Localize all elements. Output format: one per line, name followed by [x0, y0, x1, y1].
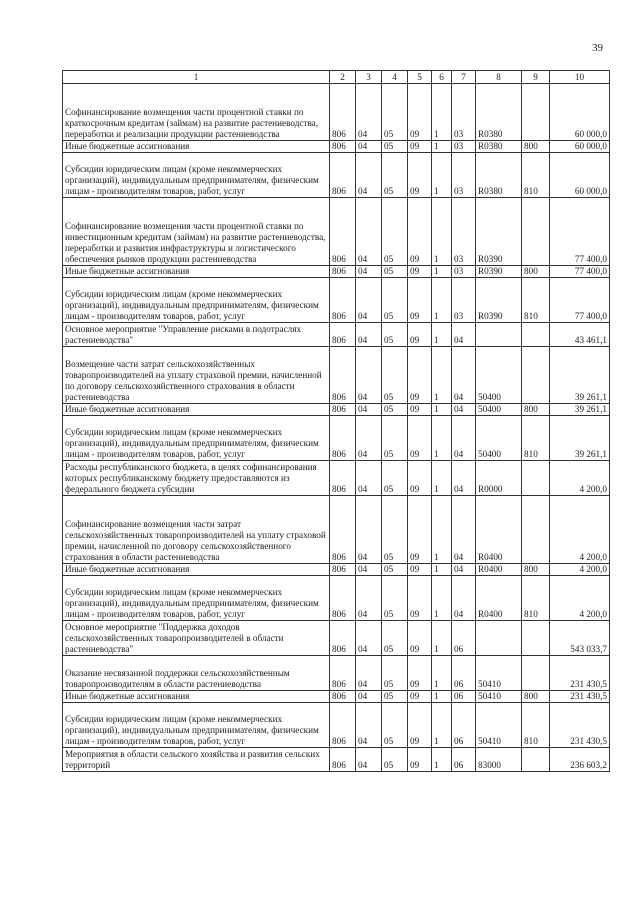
- row-name-cell: Софинансирование возмещения части процентной ставки по инвестиционным кредитам (займам) на развитие растениеводства, переработки и развития инфраструктуры и логистического обеспечения рынков продукции растениеводства: [63, 198, 330, 266]
- code-cell: 806: [330, 198, 356, 266]
- code-cell: 04: [356, 278, 382, 323]
- table-row: [63, 703, 610, 748]
- column-header: 4: [382, 71, 408, 84]
- code-cell: 03: [452, 153, 476, 198]
- code-cell: 09: [408, 404, 432, 416]
- code-cell: R0400: [476, 496, 522, 564]
- code-cell: R0380: [476, 84, 522, 141]
- code-cell: 1: [432, 564, 452, 576]
- amount-cell: 231 430,5: [550, 656, 610, 691]
- amount-cell: 231 430,5: [550, 691, 610, 703]
- column-header: 8: [476, 71, 522, 84]
- code-cell: 50400: [476, 404, 522, 416]
- code-cell: 09: [408, 416, 432, 461]
- code-cell: 04: [452, 416, 476, 461]
- code-cell: 05: [382, 461, 408, 496]
- code-cell: 1: [432, 416, 452, 461]
- code-cell: 04: [356, 576, 382, 621]
- code-cell: 806: [330, 656, 356, 691]
- code-cell: 1: [432, 691, 452, 703]
- amount-cell: 4 200,0: [550, 496, 610, 564]
- code-cell: R0380: [476, 153, 522, 198]
- code-cell: 806: [330, 621, 356, 656]
- code-cell: 09: [408, 266, 432, 278]
- code-cell: R0400: [476, 564, 522, 576]
- code-cell: 810: [522, 416, 550, 461]
- amount-cell: 39 261,1: [550, 416, 610, 461]
- code-cell: 1: [432, 461, 452, 496]
- column-header: 10: [550, 71, 610, 84]
- code-cell: 806: [330, 141, 356, 153]
- code-cell: 1: [432, 84, 452, 141]
- amount-cell: 39 261,1: [550, 347, 610, 404]
- code-cell: 05: [382, 84, 408, 141]
- column-header: 9: [522, 71, 550, 84]
- code-cell: 04: [356, 153, 382, 198]
- code-cell: 05: [382, 323, 408, 347]
- code-cell: 1: [432, 347, 452, 404]
- code-cell: 04: [452, 564, 476, 576]
- code-cell: R0380: [476, 141, 522, 153]
- code-cell: 06: [452, 703, 476, 748]
- amount-cell: 77 400,0: [550, 266, 610, 278]
- code-cell: 806: [330, 691, 356, 703]
- code-cell: 05: [382, 266, 408, 278]
- code-cell: 09: [408, 576, 432, 621]
- code-cell: 04: [356, 656, 382, 691]
- code-cell: R0400: [476, 576, 522, 621]
- row-name-cell: Основное мероприятие "Управление рисками в подотраслях растениеводства": [63, 323, 330, 347]
- code-cell: [476, 323, 522, 347]
- code-cell: 05: [382, 564, 408, 576]
- page-number: 39: [592, 42, 603, 54]
- amount-cell: 231 430,5: [550, 703, 610, 748]
- code-cell: 05: [382, 496, 408, 564]
- code-cell: 04: [452, 404, 476, 416]
- code-cell: 1: [432, 576, 452, 621]
- code-cell: 09: [408, 748, 432, 772]
- code-cell: R0390: [476, 198, 522, 266]
- table-row: [63, 621, 610, 656]
- header-row: [63, 71, 610, 84]
- code-cell: [522, 621, 550, 656]
- code-cell: 06: [452, 748, 476, 772]
- column-header: 3: [356, 71, 382, 84]
- row-name-cell: Иные бюджетные ассигнования: [63, 404, 330, 416]
- code-cell: 806: [330, 703, 356, 748]
- code-cell: 09: [408, 347, 432, 404]
- table-row: [63, 198, 610, 266]
- code-cell: 05: [382, 416, 408, 461]
- code-cell: 05: [382, 576, 408, 621]
- code-cell: 06: [452, 691, 476, 703]
- column-header: 7: [452, 71, 476, 84]
- code-cell: 806: [330, 323, 356, 347]
- row-name-cell: Иные бюджетные ассигнования: [63, 266, 330, 278]
- code-cell: 50410: [476, 691, 522, 703]
- row-name-cell: Оказание несвязанной поддержки сельскохозяйственным товаропроизводителям в области растениеводства: [63, 656, 330, 691]
- code-cell: 05: [382, 198, 408, 266]
- code-cell: 1: [432, 323, 452, 347]
- amount-cell: 39 261,1: [550, 404, 610, 416]
- table-row: [63, 347, 610, 404]
- code-cell: 09: [408, 656, 432, 691]
- code-cell: 09: [408, 278, 432, 323]
- code-cell: 810: [522, 153, 550, 198]
- amount-cell: 60 000,0: [550, 153, 610, 198]
- row-name-cell: Расходы республиканского бюджета, в целях софинансирования которых республиканскому бюджету предоставляются из федерального бюджета субсидии: [63, 461, 330, 496]
- table-row: [63, 153, 610, 198]
- code-cell: [522, 347, 550, 404]
- code-cell: 05: [382, 141, 408, 153]
- code-cell: 806: [330, 347, 356, 404]
- code-cell: [522, 656, 550, 691]
- code-cell: 04: [452, 576, 476, 621]
- column-header: 2: [330, 71, 356, 84]
- code-cell: 09: [408, 496, 432, 564]
- code-cell: 806: [330, 496, 356, 564]
- code-cell: R0390: [476, 266, 522, 278]
- code-cell: 1: [432, 198, 452, 266]
- row-name-cell: Иные бюджетные ассигнования: [63, 564, 330, 576]
- amount-cell: 77 400,0: [550, 198, 610, 266]
- code-cell: 04: [452, 323, 476, 347]
- code-cell: 04: [452, 496, 476, 564]
- code-cell: 806: [330, 748, 356, 772]
- code-cell: 09: [408, 461, 432, 496]
- table-body: [63, 84, 610, 772]
- column-header: 5: [408, 71, 432, 84]
- code-cell: 806: [330, 404, 356, 416]
- code-cell: 1: [432, 496, 452, 564]
- code-cell: 806: [330, 576, 356, 621]
- code-cell: 04: [356, 266, 382, 278]
- code-cell: 04: [356, 347, 382, 404]
- code-cell: 1: [432, 278, 452, 323]
- code-cell: 806: [330, 266, 356, 278]
- table-row: [63, 404, 610, 416]
- code-cell: 05: [382, 404, 408, 416]
- code-cell: 03: [452, 278, 476, 323]
- table-row: [63, 278, 610, 323]
- code-cell: 04: [356, 748, 382, 772]
- code-cell: 09: [408, 691, 432, 703]
- code-cell: 05: [382, 278, 408, 323]
- amount-cell: 236 603,2: [550, 748, 610, 772]
- code-cell: 04: [356, 323, 382, 347]
- code-cell: 83000: [476, 748, 522, 772]
- code-cell: 04: [356, 416, 382, 461]
- row-name-cell: Субсидии юридическим лицам (кроме некоммерческих организаций), индивидуальным предпринимателям, физическим лицам - производителям товаров, работ, услуг: [63, 703, 330, 748]
- table-row: [63, 656, 610, 691]
- row-name-cell: Софинансирование возмещения части затрат сельскохозяйственных товаропроизводителей на уплату страховой премии, начисленной по договору сельскохозяйственного страхования в области растениеводства: [63, 496, 330, 564]
- code-cell: 05: [382, 656, 408, 691]
- code-cell: 04: [452, 461, 476, 496]
- table-row: [63, 748, 610, 772]
- code-cell: 806: [330, 564, 356, 576]
- code-cell: 09: [408, 323, 432, 347]
- code-cell: R0390: [476, 278, 522, 323]
- code-cell: 50400: [476, 416, 522, 461]
- code-cell: 04: [356, 621, 382, 656]
- table-row: [63, 416, 610, 461]
- amount-cell: 543 033,7: [550, 621, 610, 656]
- code-cell: 04: [356, 404, 382, 416]
- code-cell: 04: [452, 347, 476, 404]
- table-row: [63, 323, 610, 347]
- code-cell: 800: [522, 691, 550, 703]
- table-row: [63, 691, 610, 703]
- code-cell: [522, 84, 550, 141]
- amount-cell: 43 461,1: [550, 323, 610, 347]
- column-header: 1: [63, 71, 330, 84]
- code-cell: 05: [382, 153, 408, 198]
- code-cell: 04: [356, 564, 382, 576]
- code-cell: 09: [408, 703, 432, 748]
- code-cell: 806: [330, 84, 356, 141]
- table-row: [63, 84, 610, 141]
- code-cell: 806: [330, 153, 356, 198]
- table-row: [63, 266, 610, 278]
- code-cell: 09: [408, 153, 432, 198]
- code-cell: 04: [356, 461, 382, 496]
- code-cell: 03: [452, 84, 476, 141]
- code-cell: 04: [356, 141, 382, 153]
- code-cell: 1: [432, 656, 452, 691]
- code-cell: 09: [408, 84, 432, 141]
- amount-cell: 4 200,0: [550, 564, 610, 576]
- table-row: [63, 496, 610, 564]
- code-cell: 50400: [476, 347, 522, 404]
- code-cell: 1: [432, 266, 452, 278]
- code-cell: 1: [432, 621, 452, 656]
- code-cell: 09: [408, 621, 432, 656]
- amount-cell: 60 000,0: [550, 141, 610, 153]
- code-cell: [476, 621, 522, 656]
- code-cell: 800: [522, 404, 550, 416]
- code-cell: 04: [356, 703, 382, 748]
- row-name-cell: Возмещение части затрат сельскохозяйственных товаропроизводителей на уплату страховой премии, начисленной по договору сельскохозяйственного страхования в области растениеводства: [63, 347, 330, 404]
- amount-cell: 77 400,0: [550, 278, 610, 323]
- code-cell: [522, 496, 550, 564]
- code-cell: 06: [452, 656, 476, 691]
- table-row: [63, 141, 610, 153]
- code-cell: [522, 748, 550, 772]
- code-cell: [522, 198, 550, 266]
- code-cell: 09: [408, 564, 432, 576]
- code-cell: 50410: [476, 656, 522, 691]
- row-name-cell: Субсидии юридическим лицам (кроме некоммерческих организаций), индивидуальным предпринимателям, физическим лицам - производителям товаров, работ, услуг: [63, 153, 330, 198]
- code-cell: 05: [382, 347, 408, 404]
- code-cell: 05: [382, 748, 408, 772]
- amount-cell: 4 200,0: [550, 576, 610, 621]
- code-cell: 1: [432, 404, 452, 416]
- code-cell: 04: [356, 198, 382, 266]
- row-name-cell: Субсидии юридическим лицам (кроме некоммерческих организаций), индивидуальным предпринимателям, физическим лицам - производителям товаров, работ, услуг: [63, 576, 330, 621]
- row-name-cell: Иные бюджетные ассигнования: [63, 141, 330, 153]
- code-cell: 1: [432, 748, 452, 772]
- code-cell: 50410: [476, 703, 522, 748]
- code-cell: 1: [432, 703, 452, 748]
- code-cell: R0000: [476, 461, 522, 496]
- row-name-cell: Основное мероприятие "Поддержка доходов сельскохозяйственных товаропроизводителей в области растениеводства": [63, 621, 330, 656]
- code-cell: 09: [408, 141, 432, 153]
- code-cell: [522, 323, 550, 347]
- code-cell: 09: [408, 198, 432, 266]
- code-cell: 806: [330, 278, 356, 323]
- code-cell: 05: [382, 703, 408, 748]
- code-cell: 810: [522, 278, 550, 323]
- code-cell: 800: [522, 266, 550, 278]
- code-cell: 05: [382, 621, 408, 656]
- column-header: 6: [432, 71, 452, 84]
- code-cell: 806: [330, 461, 356, 496]
- table-row: [63, 461, 610, 496]
- code-cell: 806: [330, 416, 356, 461]
- code-cell: 1: [432, 153, 452, 198]
- code-cell: 03: [452, 141, 476, 153]
- row-name-cell: Субсидии юридическим лицам (кроме некоммерческих организаций), индивидуальным предпринимателям, физическим лицам - производителям товаров, работ, услуг: [63, 416, 330, 461]
- budget-table: [62, 70, 610, 772]
- code-cell: 800: [522, 564, 550, 576]
- code-cell: 800: [522, 141, 550, 153]
- code-cell: 03: [452, 198, 476, 266]
- code-cell: 04: [356, 691, 382, 703]
- table-row: [63, 564, 610, 576]
- code-cell: 04: [356, 496, 382, 564]
- code-cell: 04: [356, 84, 382, 141]
- amount-cell: 4 200,0: [550, 461, 610, 496]
- row-name-cell: Мероприятия в области сельского хозяйства и развития сельских территорий: [63, 748, 330, 772]
- code-cell: 1: [432, 141, 452, 153]
- amount-cell: 60 000,0: [550, 84, 610, 141]
- code-cell: [522, 461, 550, 496]
- code-cell: 810: [522, 703, 550, 748]
- code-cell: 810: [522, 576, 550, 621]
- code-cell: 05: [382, 691, 408, 703]
- table-row: [63, 576, 610, 621]
- row-name-cell: Софинансирование возмещения части процентной ставки по краткосрочным кредитам (займам) на развитие растениеводства, переработки и реализации продукции растениеводства: [63, 84, 330, 141]
- row-name-cell: Субсидии юридическим лицам (кроме некоммерческих организаций), индивидуальным предпринимателям, физическим лицам - производителям товаров, работ, услуг: [63, 278, 330, 323]
- row-name-cell: Иные бюджетные ассигнования: [63, 691, 330, 703]
- code-cell: 03: [452, 266, 476, 278]
- code-cell: 06: [452, 621, 476, 656]
